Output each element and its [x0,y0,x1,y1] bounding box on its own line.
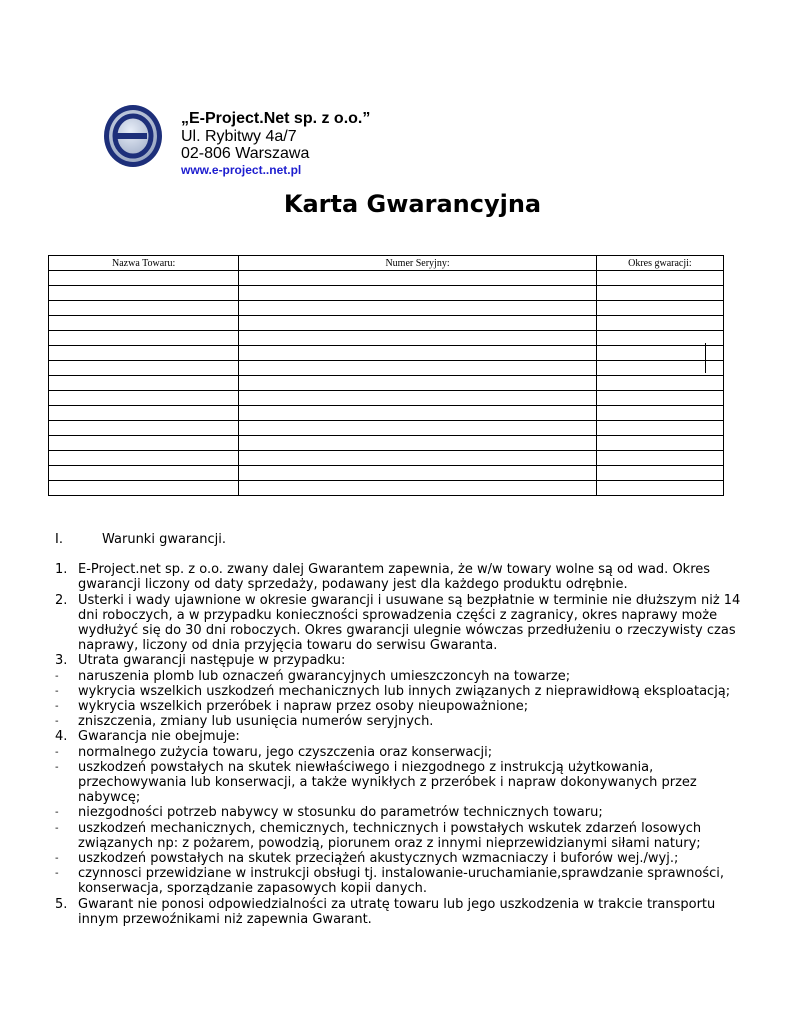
condition-bullet [55,866,755,896]
table-cell[interactable] [239,376,597,391]
condition-number: 1. [55,562,68,578]
table-cell[interactable] [49,481,239,496]
table-cell[interactable] [596,316,723,331]
condition-bullet [55,760,755,806]
table-cell[interactable] [49,361,239,376]
table-cell[interactable] [239,286,597,301]
table-cell[interactable] [49,451,239,466]
bullet-dash: - [55,701,59,713]
bullet-dash: - [55,685,59,697]
bullet-dash: - [55,716,59,728]
table-row [49,301,724,316]
condition-bullet [55,745,755,760]
condition-number: 2. [55,592,68,608]
header-warranty-period: Okres gwaracji: [596,256,723,271]
table-cell[interactable] [239,331,597,346]
section-number: I. [55,532,63,547]
table-cell[interactable] [596,406,723,421]
table-row [49,451,724,466]
section-title: Warunki gwarancji. [102,532,226,547]
section-heading [55,532,755,547]
table-row [49,316,724,331]
bullet-text: uszkodzeń powstałych na skutek niewłaściwego i niezgodnego z instrukcją użytkowania, przechowywania lub konserwacji, a także wynikłych z przeróbek i napraw dokonywanych przez nabywcę; [78,759,697,806]
company-name: „E-Project.Net sp. z o.o.” [181,110,371,127]
condition-bullet [55,714,755,729]
table-divider [705,343,706,373]
table-cell[interactable] [239,301,597,316]
condition-text: Gwarant nie ponosi odpowiedzialności za utratę towaru lub jego uszkodzenia w trakcie transportu innym przewoźnikami niż zapewnia Gwarant. [78,896,716,927]
company-city: 02-806 Warszawa [181,145,310,162]
warranty-conditions [55,532,755,927]
table-cell[interactable] [596,286,723,301]
condition-bullet [55,699,755,714]
table-row [49,361,724,376]
condition-bullet [55,805,755,820]
table-row [49,346,724,361]
condition-bullet [55,851,755,866]
condition-bullet [55,684,755,699]
header-product-name: Nazwa Towaru: [49,256,239,271]
warranty-table [48,255,724,496]
table-cell[interactable] [596,436,723,451]
bullet-text: wykrycia wszelkich przeróbek i napraw przez osoby nieupoważnione; [78,699,529,715]
table-row [49,421,724,436]
table-cell[interactable] [239,316,597,331]
table-cell[interactable] [596,391,723,406]
table-cell[interactable] [239,391,597,406]
bullet-text: niezgodności potrzeb nabywcy w stosunku do parametrów technicznych towaru; [78,805,603,821]
table-cell[interactable] [596,451,723,466]
table-cell[interactable] [239,406,597,421]
condition-text: Usterki i wady ujawnione w okresie gwarancji i usuwane są bezpłatnie w terminie nie dłuższym niż 14 dni roboczych, a w przypadku konieczności sprowadzenia części z zagranicy, okres naprawy może wydłużyć się do 30 dni roboczych. Okres gwarancji ulegnie wówczas przedłużeniu o rzeczywisty czas naprawy, liczony od dnia przyjęcia towaru do serwisu Gwaranta. [78,592,741,654]
bullet-text: zniszczenia, zmiany lub usunięcia numerów seryjnych. [78,714,434,730]
header-serial-number: Numer Seryjny: [239,256,597,271]
bullet-text: wykrycia wszelkich uszkodzeń mechanicznych lub innych związanych z nieprawidłową eksploatacją; [78,683,731,699]
table-cell[interactable] [49,421,239,436]
table-row [49,271,724,286]
table-cell[interactable] [49,466,239,481]
table-cell[interactable] [239,451,597,466]
table-cell[interactable] [239,346,597,361]
company-website[interactable]: www.e-project..net.pl [181,163,302,177]
bullet-text: uszkodzeń powstałych na skutek przeciążeń akustycznych wzmacniaczy i buforów wej./wyj.; [78,851,679,867]
table-row [49,466,724,481]
table-row [49,436,724,451]
condition-number: 4. [55,729,68,745]
company-street: Ul. Rybitwy 4a/7 [181,128,297,145]
condition-text: E-Project.net sp. z o.o. zwany dalej Gwarantem zapewnia, że w/w towary wolne są od wad. Okres gwarancji liczony od daty sprzedaży, podawany jest dla każdego produktu odrębnie. [78,562,711,593]
table-cell[interactable] [596,481,723,496]
table-body [49,271,724,496]
condition-bullet [55,821,755,851]
table-cell[interactable] [239,421,597,436]
table-header-row [49,256,724,271]
table-cell[interactable] [239,361,597,376]
condition-item [55,729,755,896]
bullet-text: uszkodzeń mechanicznych, chemicznych, technicznych i powstałych wskutek zdarzeń losowych związanych np: z pożarem, powodzią, piorunem oraz z innymi nieprzewidzianymi siłami natury; [78,820,702,851]
company-info [181,110,370,179]
table-cell[interactable] [239,481,597,496]
table-cell[interactable] [239,466,597,481]
table-cell[interactable] [596,271,723,286]
table-row [49,406,724,421]
table-row [49,286,724,301]
page-title: Karta Gwarancyjna [283,190,542,218]
table-cell[interactable] [49,331,239,346]
table-cell[interactable] [49,286,239,301]
bullet-dash: - [55,853,59,865]
table-cell[interactable] [596,376,723,391]
table-cell[interactable] [49,271,239,286]
bullet-dash: - [55,822,59,834]
table-cell[interactable] [49,346,239,361]
table-row [49,331,724,346]
company-logo [103,104,163,168]
table-cell[interactable] [596,421,723,436]
table-cell[interactable] [49,406,239,421]
bullet-text: normalnego zużycia towaru, jego czyszczenia oraz konserwacji; [78,744,493,760]
table-cell[interactable] [49,391,239,406]
table-cell[interactable] [49,436,239,451]
table-cell[interactable] [49,376,239,391]
condition-item [55,897,755,927]
bullet-dash: - [55,761,59,773]
condition-item [55,562,755,592]
condition-text: Utrata gwarancji następuje w przypadku: [78,653,346,669]
bullet-dash: - [55,807,59,819]
condition-bullet [55,669,755,684]
condition-item [55,593,755,654]
condition-text: Gwarancja nie obejmuje: [78,729,240,745]
table-row [49,376,724,391]
condition-item [55,653,755,729]
bullet-dash: - [55,868,59,880]
table-cell[interactable] [49,301,239,316]
bullet-dash: - [55,746,59,758]
condition-number: 3. [55,653,68,669]
condition-number: 5. [55,896,68,912]
table-row [49,391,724,406]
table-cell[interactable] [596,466,723,481]
bullet-text: czynnosci przewidziane w instrukcji obsługi tj. instalowanie-uruchamianie,sprawdzanie sprawności, konserwacja, sporządzanie zapasowych kopii danych. [78,866,725,897]
table-cell[interactable] [596,301,723,316]
conditions-list [55,562,755,927]
table-row [49,481,724,496]
table-cell[interactable] [239,271,597,286]
table-cell[interactable] [239,436,597,451]
bullet-dash: - [55,670,59,682]
bullet-text: naruszenia plomb lub oznaczeń gwarancyjnych umieszczoncyh na towarze; [78,668,571,684]
table-cell[interactable] [49,316,239,331]
